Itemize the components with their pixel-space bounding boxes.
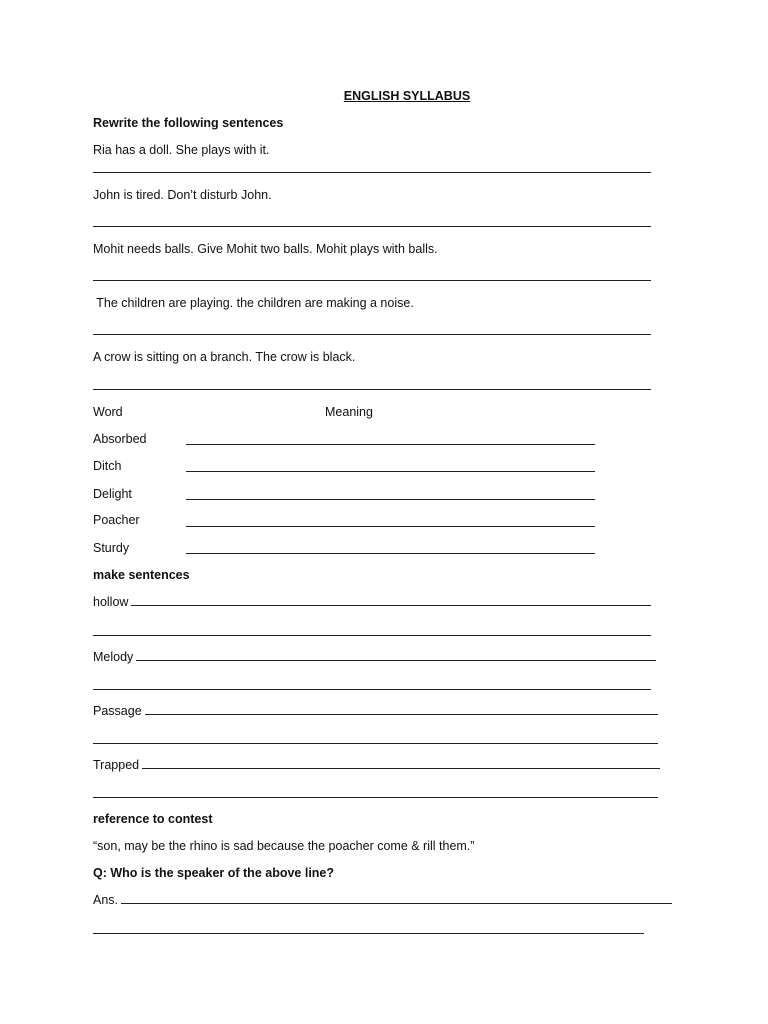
answer-label: Ans. xyxy=(93,893,119,907)
sentence-line[interactable] xyxy=(131,604,651,606)
meaning-line[interactable] xyxy=(186,553,595,554)
sentence-row xyxy=(93,758,660,772)
sentence-line[interactable] xyxy=(145,713,658,715)
sentence-row xyxy=(93,595,651,609)
rewrite-sentence-3: Mohit needs balls. Give Mohit two balls. Mohit plays with balls. xyxy=(93,242,438,256)
rewrite-heading: Rewrite the following sentences xyxy=(93,116,284,130)
answer-line[interactable] xyxy=(93,933,644,934)
sentence-line[interactable] xyxy=(93,689,651,690)
answer-line[interactable] xyxy=(121,902,672,904)
vocab-word: Sturdy xyxy=(93,541,130,555)
sentence-line[interactable] xyxy=(136,659,656,661)
rewrite-sentence-1: Ria has a doll. She plays with it. xyxy=(93,143,270,157)
answer-line[interactable] xyxy=(93,334,651,335)
answer-line[interactable] xyxy=(93,172,651,173)
sentence-line[interactable] xyxy=(93,635,651,636)
rewrite-sentence-4: The children are playing. the children are making a noise. xyxy=(93,296,414,310)
page-title: ENGLISH SYLLABUS xyxy=(343,89,471,103)
meaning-line[interactable] xyxy=(186,471,595,472)
answer-line[interactable] xyxy=(93,280,651,281)
sentence-row xyxy=(93,704,658,718)
vocab-word: Absorbed xyxy=(93,432,147,446)
sentence-line[interactable] xyxy=(93,797,658,798)
sentence-line[interactable] xyxy=(93,743,658,744)
vocab-word: Poacher xyxy=(93,513,140,527)
sentence-row xyxy=(93,650,656,664)
make-sentences-heading: make sentences xyxy=(93,568,190,582)
reference-heading: reference to contest xyxy=(93,812,213,826)
sentence-word: Passage xyxy=(93,704,142,718)
rewrite-sentence-5: A crow is sitting on a branch. The crow is black. xyxy=(93,350,356,364)
word-column-header: Word xyxy=(93,405,123,419)
meaning-line[interactable] xyxy=(186,499,595,500)
sentence-word: hollow xyxy=(93,595,129,609)
rewrite-sentence-2: John is tired. Don’t disturb John. xyxy=(93,188,272,202)
sentence-word: Trapped xyxy=(93,758,140,772)
answer-line[interactable] xyxy=(93,389,651,390)
sentence-line[interactable] xyxy=(142,767,660,769)
answer-line[interactable] xyxy=(93,226,651,227)
meaning-line[interactable] xyxy=(186,526,595,527)
reference-quote: “son, may be the rhino is sad because the poacher come & rill them.” xyxy=(93,839,475,853)
vocab-word: Delight xyxy=(93,487,132,501)
reference-question: Q: Who is the speaker of the above line? xyxy=(93,866,335,880)
sentence-word: Melody xyxy=(93,650,134,664)
meaning-line[interactable] xyxy=(186,444,595,445)
answer-row xyxy=(93,893,672,907)
meaning-column-header: Meaning xyxy=(325,405,373,419)
vocab-word: Ditch xyxy=(93,459,122,473)
